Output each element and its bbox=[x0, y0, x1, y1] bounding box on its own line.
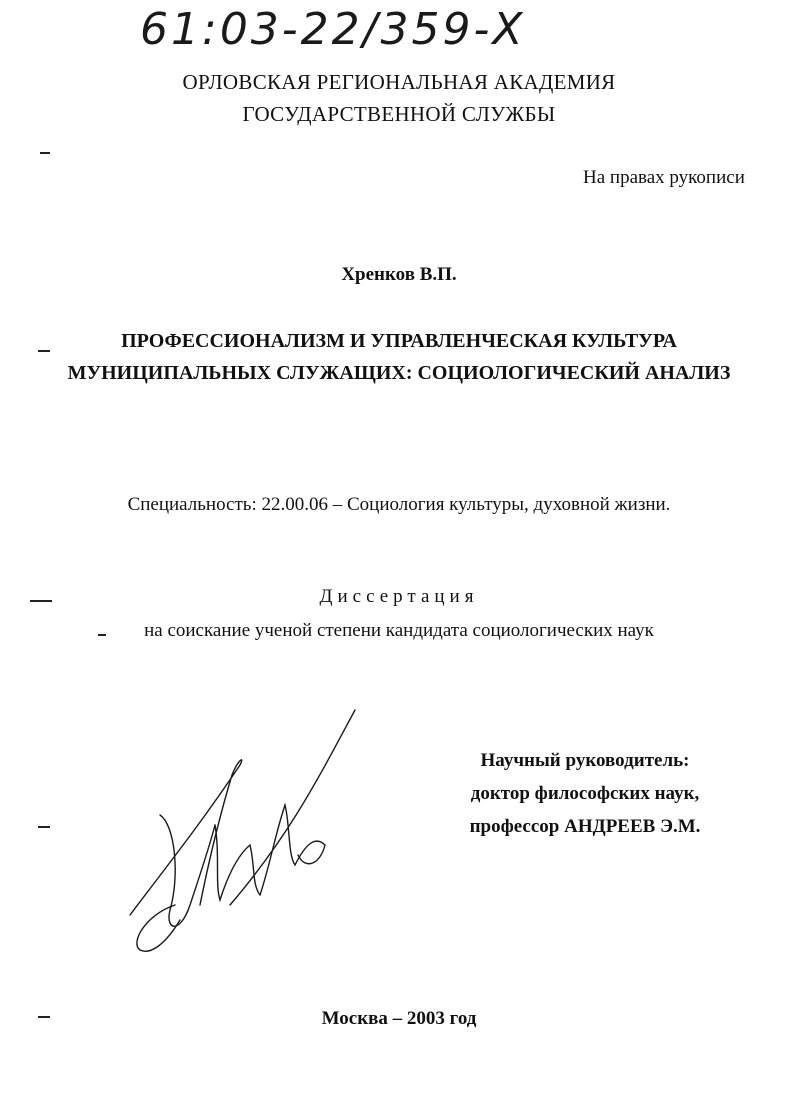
title-line-2: МУНИЦИПАЛЬНЫХ СЛУЖАЩИХ: СОЦИОЛОГИЧЕСКИЙ АНАЛИЗ bbox=[67, 362, 731, 384]
signature bbox=[120, 705, 380, 965]
title-line-1: ПРОФЕССИОНАЛИЗМ И УПРАВЛЕНЧЕСКАЯ КУЛЬТУРА bbox=[121, 330, 677, 352]
scan-mark bbox=[30, 600, 52, 602]
city-year: Москва – 2003 год bbox=[321, 1008, 477, 1029]
manuscript-rights: На правах рукописи bbox=[583, 167, 745, 188]
specialty: Специальность: 22.00.06 – Социология культуры, духовной жизни. bbox=[127, 494, 671, 515]
scan-mark bbox=[98, 634, 106, 636]
dissertation-label: Диссертация bbox=[319, 586, 479, 607]
scan-mark bbox=[38, 1016, 50, 1018]
supervisor-label: Научный руководитель: bbox=[480, 750, 690, 771]
supervisor-degree: доктор философских наук, bbox=[470, 783, 700, 804]
scan-mark bbox=[38, 826, 50, 828]
institution-line-2: ГОСУДАРСТВЕННОЙ СЛУЖБЫ bbox=[242, 102, 556, 126]
archive-number-handwritten: 61:03-22/359-Х bbox=[140, 4, 526, 55]
institution-line-1: ОРЛОВСКАЯ РЕГИОНАЛЬНАЯ АКАДЕМИЯ bbox=[182, 70, 616, 94]
scan-mark bbox=[40, 152, 50, 154]
dissertation-purpose: на соискание ученой степени кандидата социологических наук bbox=[144, 620, 654, 641]
supervisor-name: профессор АНДРЕЕВ Э.М. bbox=[469, 816, 701, 837]
scan-mark bbox=[38, 350, 50, 352]
author-name: Хренков В.П. bbox=[341, 264, 457, 285]
